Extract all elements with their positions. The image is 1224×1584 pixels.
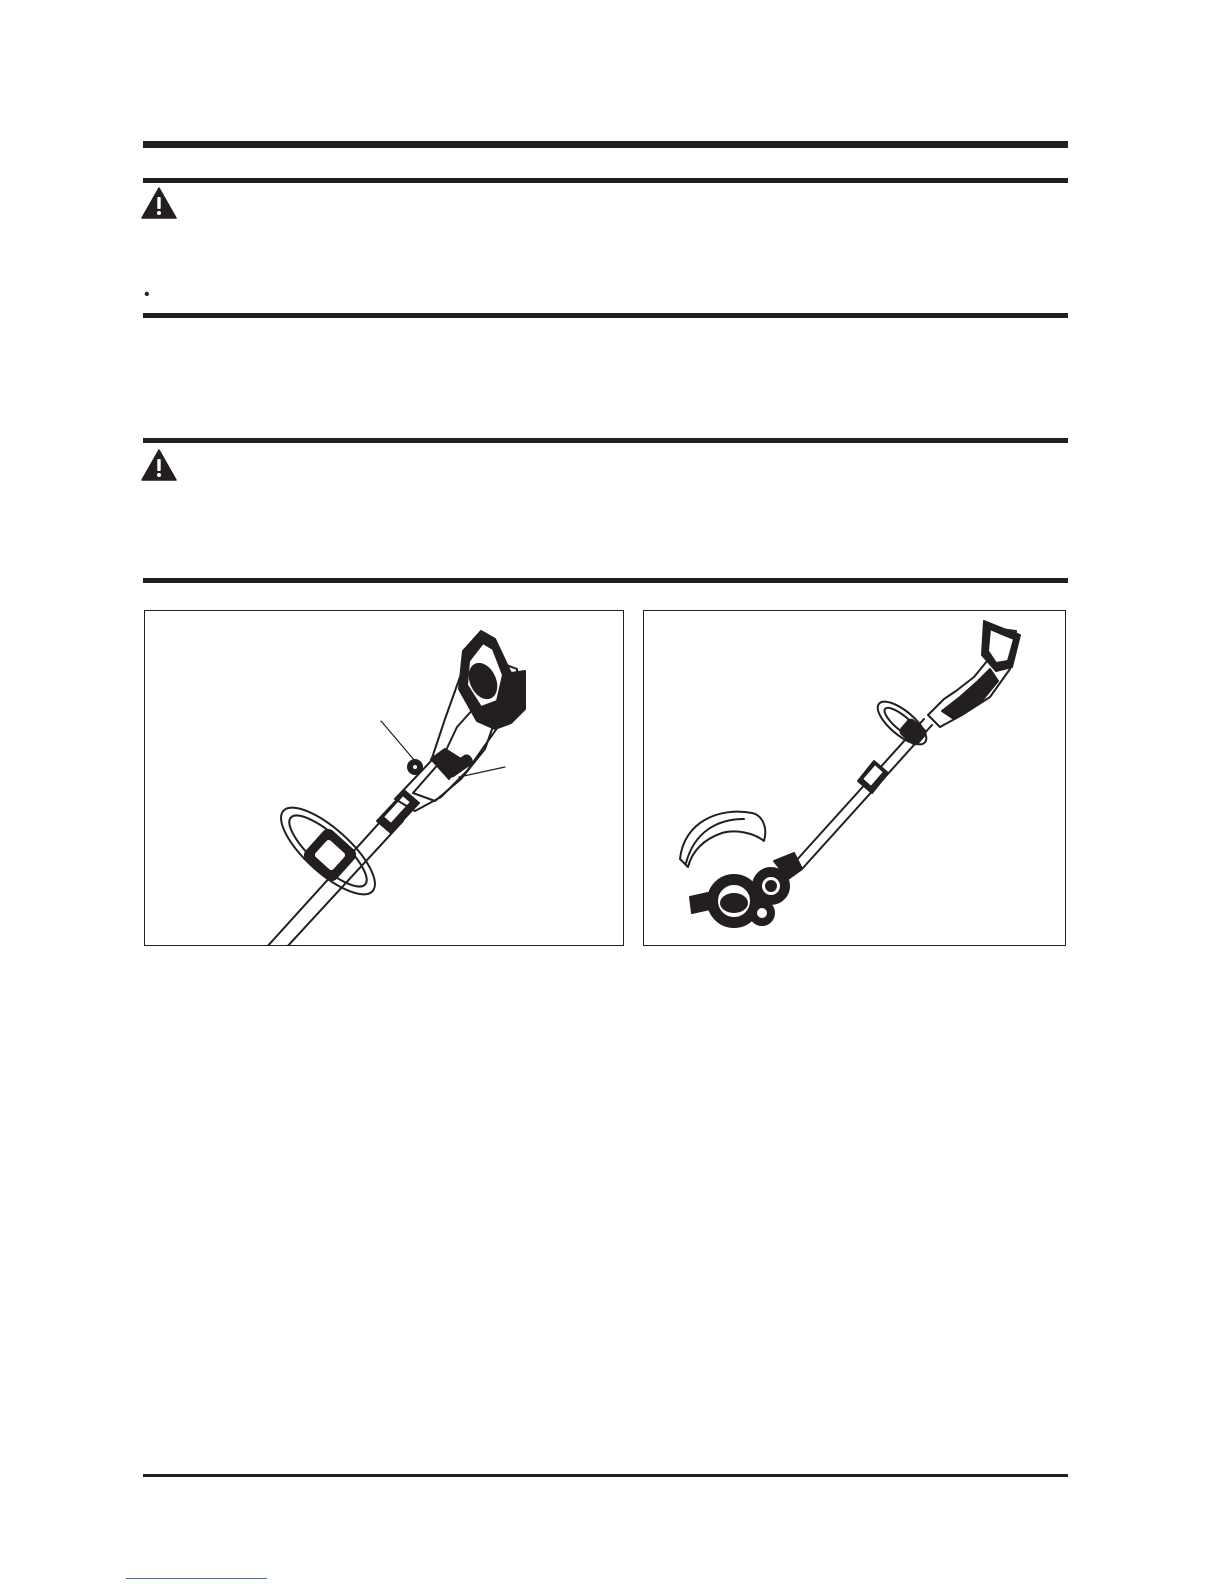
figure-trimmer-edger bbox=[643, 610, 1066, 946]
footer-link-underline bbox=[126, 1578, 267, 1579]
trimmer-handle-illustration bbox=[145, 611, 623, 945]
top-heading-rule bbox=[143, 141, 1068, 148]
warning-2-bottom-rule bbox=[143, 578, 1068, 583]
footer-rule bbox=[143, 1474, 1068, 1477]
warning-2-top-rule bbox=[143, 438, 1068, 443]
warning-triangle-icon bbox=[141, 187, 177, 219]
warning-1-top-rule bbox=[143, 178, 1068, 183]
warning-1-bullet: • bbox=[144, 286, 150, 303]
warning-triangle-icon bbox=[141, 449, 177, 481]
warning-1-bottom-rule bbox=[143, 313, 1068, 318]
trimmer-edger-illustration bbox=[644, 611, 1065, 945]
figure-trimmer-handle bbox=[144, 610, 624, 946]
